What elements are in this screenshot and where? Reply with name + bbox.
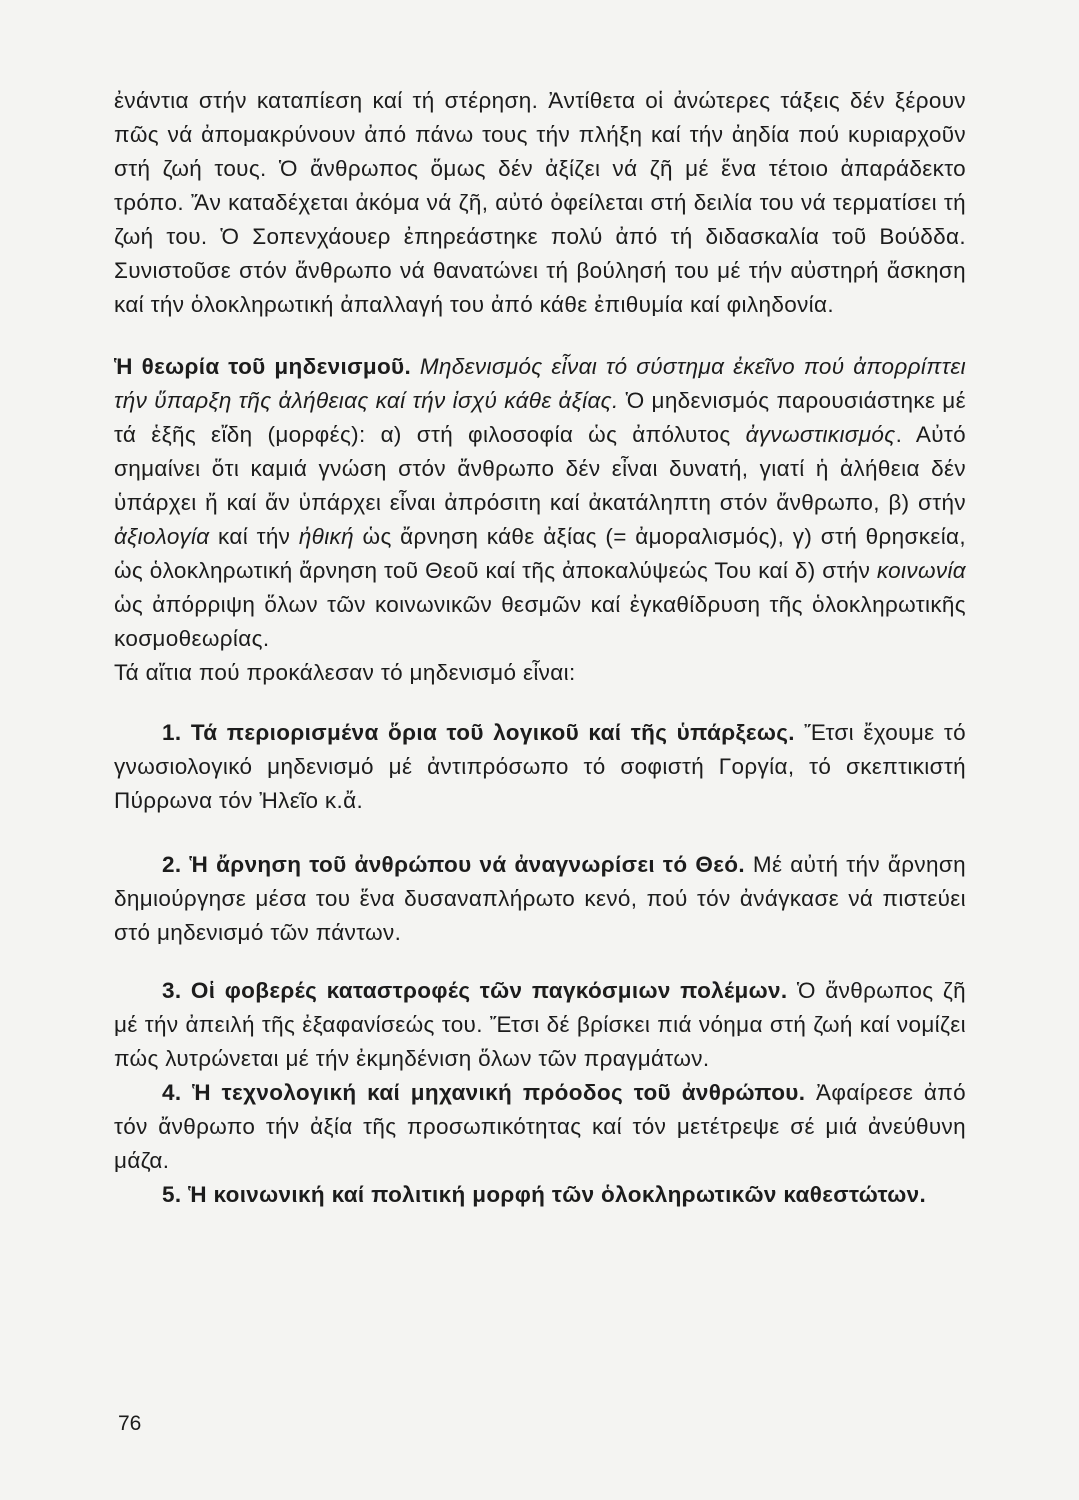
cause-item-1 (114, 716, 966, 818)
nihilism-paragraph (114, 350, 966, 656)
nihilism-term-axiology: ἀξιολογία (114, 524, 210, 549)
cause-heading: 4. Ἡ τεχνολογική καί μηχανική πρόοδος τοῦ ἀνθρώπου. (162, 1080, 806, 1105)
cause-body: Μέ αὐτή τήν ἄρνηση δημιούργησε μέσα του ἕνα δυσαναπλήρωτο κενό, πού τόν ἀνάγκασε νά πιστεύει στό μηδενισμό τῶν πάντων. (114, 852, 966, 945)
cause-item-5 (114, 1178, 966, 1212)
cause-heading: 2. Ἡ ἄρνηση τοῦ ἀνθρώπου νά ἀναγνωρίσει τό Θεό. (162, 852, 745, 877)
cause-body: Ἀφαίρεσε ἀπό τόν ἄνθρωπο τήν ἀξία τῆς προσωπικότητας καί τόν μετέτρεψε σέ μιά ἀνεύθυνη μάζα. (114, 1080, 966, 1173)
nihilism-text-2: . Αὐτό σημαίνει ὅτι καμιά γνώση στόν ἄνθρωπο δέν εἶναι δυνατή, γιατί ἡ ἀλήθεια δέν ὑπάρχει ἤ καί ἄν ὑπάρχει εἶναι ἀπρόσιτη καί ἀκατάληπτη στόν ἄνθρωπο, β) στήν (114, 422, 966, 515)
causes-intro: Τά αἴτια πού προκάλεσαν τό μηδενισμό εἶναι: (114, 660, 576, 685)
cause-item-2 (114, 848, 966, 950)
cause-heading: 5. Ἡ κοινωνική καί πολιτική μορφή τῶν ὁλοκληρωτικῶν καθεστώτων. (162, 1182, 927, 1207)
cause-item-4 (114, 1076, 966, 1178)
page-number: 76 (118, 1412, 142, 1435)
cause-heading: 3. Οἱ φοβερές καταστροφές τῶν παγκόσμιων πολέμων. (162, 978, 788, 1003)
nihilism-text-5: ὡς ἀπόρριψη ὅλων τῶν κοινωνικῶν θεσμῶν καί ἐγκαθίδρυση τῆς ὁλοκληρωτικῆς κοσμοθεωρίας. (114, 592, 966, 651)
nihilism-term-agnosticism: ἀγνωστικισμός (745, 422, 896, 447)
nihilism-text-3: καί τήν (218, 524, 291, 549)
nihilism-definition: Μηδενισμός εἶναι τό σύστημα ἐκεῖνο πού ἀπορρίπτει τήν ὕπαρξη τῆς ἀλήθειας καί τήν ἰσχύ κάθε ἀξίας. (114, 354, 966, 413)
cause-body: Ἔτσι ἔχουμε τό γνωσιολογικό μηδενισμό μέ ἀντιπρόσωπο τό σοφιστή Γοργία, τό σκεπτικιστή Πύρρωνα τόν Ἠλεῖο κ.ἄ. (114, 720, 966, 813)
cause-item-3 (114, 974, 966, 1076)
intro-paragraph: ἐνάντια στήν καταπίεση καί τή στέρηση. Ἀντίθετα οἱ ἀνώτερες τάξεις δέν ξέρουν πῶς νά ἀπομακρύνουν ἀπό πάνω τους τήν πλήξη καί τήν ἀηδία πού κυριαρχοῦν στή ζωή τους. Ὁ ἄνθρωπος ὅμως δέν ἀξίζει νά ζῆ μέ ἕνα τέτοιο ἀπαράδεκτο τρόπο. Ἄν καταδέχεται ἀκόμα νά ζῆ, αὐτό ὀφείλεται στή δειλία του νά τερματίσει τή ζωή του. Ὁ Σοπενχάουερ ἐπηρεάστηκε πολύ ἀπό τή διδασκαλία τοῦ Βούδδα. Συνιστοῦσε στόν ἄνθρωπο νά θανατώνει τή βούλησή του μέ τήν αὐστηρή ἄσκηση καί τήν ὁλοκληρωτική ἀπαλλαγή του ἀπό κάθε ἐπιθυμία καί φιληδονία. (114, 88, 966, 317)
nihilism-text-4: ὡς ἄρνηση κάθε ἀξίας (= ἀμοραλισμός), γ) στή θρησκεία, ὡς ὁλοκληρωτική ἄρνηση τοῦ Θεοῦ καί τῆς ἀποκαλύψεώς Του καί δ) στήν (114, 524, 967, 583)
nihilism-term-ethics: ἠθική (298, 524, 354, 549)
cause-body: Ὁ ἄνθρωπος ζῆ μέ τήν ἀπειλή τῆς ἐξαφανίσεώς του. Ἔτσι δέ βρίσκει πιά νόημα στή ζωή καί νομίζει πώς λυτρώνεται μέ τήν ἐκμηδένιση ὅλων τῶν πραγμάτων. (114, 978, 967, 1071)
cause-heading: 1. Τά περιορισμένα ὅρια τοῦ λογικοῦ καί τῆς ὑπάρξεως. (162, 720, 795, 745)
nihilism-term-society: κοινωνία (876, 558, 966, 583)
nihilism-text-1: Ὁ μηδενισμός παρουσιάστηκε μέ τά ἑξῆς εἴδη (μορφές): α) στή φιλοσοφία ὡς ἀπόλυτος (114, 388, 967, 447)
page-body (114, 84, 966, 1212)
nihilism-heading: Ἡ θεωρία τοῦ μηδενισμοῦ. (114, 354, 412, 379)
